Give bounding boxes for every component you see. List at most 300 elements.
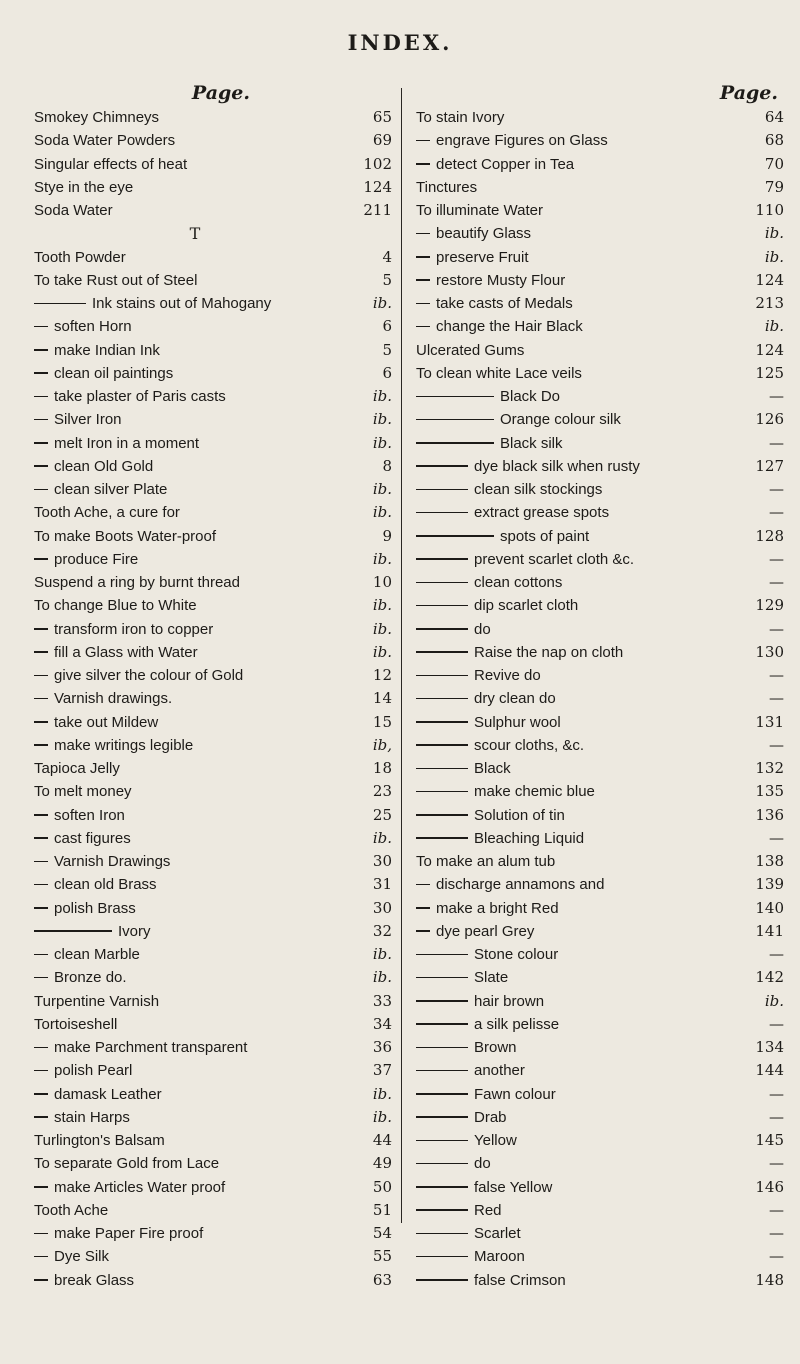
ditto-dash [34,558,48,560]
ditto-dash [416,140,430,142]
entry-label: transform iron to copper [54,620,214,638]
index-entry [416,176,784,199]
index-entry [34,199,394,222]
entry-page-number: ib. [372,503,392,522]
entry-label: Red [474,1201,502,1219]
column-divider [401,88,402,1223]
ditto-dash [416,1233,468,1235]
index-entry [416,990,784,1013]
ditto-dash [34,884,48,886]
index-entry [34,873,394,896]
entry-label: polish Pearl [54,1062,133,1080]
ditto-dash [34,396,48,398]
entry-label: Silver Iron [54,411,122,429]
entry-label: Singular effects of heat [34,155,188,173]
entry-page-number: 146 [755,1177,784,1196]
index-entry [34,455,394,478]
entry-label: a silk pelisse [474,1015,560,1033]
entry-label: scour cloths, &c. [474,736,585,754]
entry-page-number: 124 [363,177,392,196]
entry-label: Bronze do. [54,969,127,987]
entry-page-number: 134 [755,1038,784,1056]
entry-label: dry clean do [474,690,556,708]
entry-label: Raise the nap on cloth [474,643,624,661]
ditto-dash [34,349,48,351]
index-entry [416,804,784,827]
ditto-dash [34,465,48,467]
entry-label: Scarlet [474,1225,521,1242]
index-entry [34,827,394,850]
entry-page-number: 132 [755,759,784,777]
entry-label: make Indian Ink [54,341,160,359]
ditto-dash [416,651,468,653]
index-entry [416,711,784,734]
ditto-dash [416,930,430,932]
entry-label: Tinctures [416,178,478,196]
index-entry [34,1269,394,1292]
entry-label: Smokey Chimneys [34,109,160,126]
entry-label: do [474,1155,491,1173]
entry-page-number: — [769,573,784,591]
entry-page-number: ib. [372,387,392,405]
entry-label: To illuminate Water [416,202,543,219]
entry-page-number: 148 [755,1270,784,1289]
entry-page-number: 110 [755,201,784,219]
ditto-dash [416,279,430,281]
index-entry [34,339,394,362]
ditto-dash [34,1093,48,1095]
entry-label: hair brown [474,992,545,1010]
index-entry [416,943,784,966]
entry-page-number: ib. [764,317,784,336]
ditto-dash [416,326,430,328]
index-entry [416,246,784,269]
entry-label: do [474,620,491,638]
index-entry [416,455,784,478]
index-entry [34,1106,394,1129]
entry-label: Brown [474,1039,517,1056]
entry-label: To separate Gold from Lace [34,1155,220,1173]
entry-page-number: ib. [372,549,392,568]
entry-page-number: — [769,1084,784,1103]
entry-label: spots of paint [500,527,590,545]
index-entry [416,1222,784,1245]
index-entry [34,990,394,1013]
index-entry [34,362,394,385]
index-entry [416,1106,784,1129]
entry-page-number: 4 [382,247,392,266]
entry-page-number: 130 [755,642,784,661]
entry-label: Ink stains out of Mahogany [92,295,272,312]
index-list-left [34,106,394,1292]
index-entry [416,780,784,803]
index-entry [34,571,394,594]
index-entry [416,827,784,850]
entry-label: Soda Water [34,202,113,219]
entry-page-number: ib. [764,247,784,266]
ditto-dash [34,1047,48,1049]
index-entry [34,548,394,571]
entry-page-number: 128 [755,526,784,545]
entry-label: To make an alum tub [416,853,556,870]
ditto-dash [34,419,48,421]
ditto-dash [416,744,468,746]
entry-label: Tooth Ache [34,1201,109,1219]
index-entry [34,176,394,199]
index-entry [416,339,784,362]
ditto-dash [416,163,430,165]
entry-label: To take Rust out of Steel [34,271,198,289]
index-entry [34,1245,394,1268]
entry-page-number: ib. [764,991,784,1010]
index-entry [416,641,784,664]
entry-label: clean old Brass [54,876,157,894]
ditto-dash [416,1163,468,1165]
index-entry [416,664,784,687]
entry-page-number: ib. [372,642,392,661]
entry-label: Dye Silk [54,1248,110,1266]
entry-page-number: — [769,1200,784,1219]
entry-label: Fawn colour [474,1085,556,1103]
entry-page-number: ib. [372,619,392,638]
index-entry [416,618,784,641]
index-entry [416,408,784,431]
entry-page-number: 30 [372,898,392,917]
index-entry [416,222,784,245]
ditto-dash [34,861,48,863]
entry-label: produce Fire [54,550,139,568]
entry-label: Yellow [474,1132,517,1149]
entry-page-number: 145 [755,1131,784,1149]
ditto-dash [416,1116,468,1118]
entry-page-number: ib. [372,410,392,429]
entry-page-number: 139 [755,875,784,894]
page-column-heading: Page. [191,82,250,104]
ditto-dash [416,303,430,305]
index-entry [34,850,394,873]
index-list-right [416,106,784,1292]
entry-page-number: 69 [372,131,392,150]
entry-label: soften Iron [54,806,125,824]
entry-label: false Yellow [474,1178,553,1196]
ditto-dash [34,442,48,444]
entry-page-number: 63 [372,1270,392,1289]
index-entry [416,1036,784,1059]
index-entry [34,478,394,501]
ditto-dash [34,675,48,677]
entry-label: Turpentine Varnish [34,992,160,1010]
index-entry [34,1013,394,1036]
index-entry [416,594,784,617]
entry-page-number: 31 [372,875,392,894]
entry-label: Slate [474,969,509,987]
entry-page-number: 6 [382,363,392,382]
ditto-dash [416,675,468,677]
index-entry [34,734,394,757]
index-entry [34,804,394,827]
entry-page-number: — [769,503,784,522]
index-entry [416,292,784,315]
entry-page-number: ib. [372,596,392,615]
ditto-dash [34,1256,48,1258]
entry-page-number: 32 [372,921,392,940]
entry-label: Bleaching Liquid [474,829,585,847]
ditto-dash [416,256,430,258]
entry-label: discharge annamons and [436,876,605,894]
ditto-dash [34,930,112,932]
entry-page-number: — [769,828,784,847]
entry-page-number: 127 [755,456,784,475]
ditto-dash [34,372,48,374]
index-entry [34,664,394,687]
index-entry [34,385,394,408]
entry-page-number: — [769,689,784,708]
entry-page-number: 138 [755,852,784,870]
entry-label: Varnish Drawings [54,853,171,870]
entry-page-number: 136 [755,805,784,824]
entry-label: make Paper Fire proof [54,1225,204,1242]
index-entry [34,292,394,315]
ditto-dash [416,1047,468,1049]
ditto-dash [34,628,48,630]
entry-page-number: 51 [372,1200,392,1219]
index-entry [416,1129,784,1152]
index-entry [416,1199,784,1222]
entry-page-number: — [769,1014,784,1033]
entry-page-number: — [769,549,784,568]
ditto-dash [416,396,494,398]
entry-page-number: 64 [764,108,784,126]
index-entry [416,1245,784,1268]
index-entry [416,850,784,873]
entry-page-number: — [769,1107,784,1126]
entry-page-number: — [769,735,784,754]
entry-label: false Crimson [474,1271,566,1289]
index-entry [34,246,394,269]
entry-page-number: 5 [382,340,392,359]
ditto-dash [34,721,48,723]
entry-page-number: 12 [372,666,392,684]
ditto-dash [416,721,468,723]
index-entry [416,1059,784,1082]
ditto-dash [34,326,48,328]
entry-label: Tapioca Jelly [34,760,120,777]
index-entry [416,432,784,455]
entry-label: preserve Fruit [436,248,529,266]
entry-page-number: 14 [372,689,392,708]
entry-label: dip scarlet cloth [474,597,579,615]
ditto-dash [416,791,468,793]
index-entry [34,153,394,176]
index-entry [34,711,394,734]
index-entry [416,269,784,292]
entry-label: Revive do [474,667,541,684]
entry-page-number: 141 [755,921,784,940]
index-entry [34,269,394,292]
entry-label: another [474,1062,525,1080]
entry-page-number: — [769,945,784,963]
entry-page-number: 18 [372,759,392,777]
entry-label: clean silver Plate [54,481,168,498]
index-entry [34,525,394,548]
entry-label: Stye in the eye [34,178,134,196]
index-entry [416,1176,784,1199]
index-entry [416,106,784,129]
entry-label: engrave Figures on Glass [436,132,608,150]
entry-label: Black Do [500,388,561,405]
entry-page-number: — [769,433,784,452]
index-entry [416,897,784,920]
ditto-dash [416,465,468,467]
entry-page-number: — [769,387,784,405]
ditto-dash [416,535,494,537]
entry-label: detect Copper in Tea [436,155,575,173]
index-entry [34,106,394,129]
entry-label: Stone colour [474,946,559,963]
entry-label: cast figures [54,829,131,847]
entry-page-number: 142 [755,968,784,987]
index-entry [416,129,784,152]
index-entry [416,757,784,780]
entry-label: take plaster of Paris casts [54,388,226,405]
ditto-dash [416,1093,468,1095]
index-entry [34,897,394,920]
ditto-dash [416,954,468,956]
entry-label: Tooth Powder [34,248,126,266]
ditto-dash [416,628,468,630]
index-entry [34,1083,394,1106]
entry-label: make a bright Red [436,899,559,917]
index-entry [34,780,394,803]
entry-label: Varnish drawings. [54,690,173,708]
index-entry [34,501,394,524]
entry-page-number: 6 [382,317,392,336]
index-entry [34,618,394,641]
index-entry [416,199,784,222]
entry-label: To clean white Lace veils [416,364,582,382]
entry-page-number: ib. [372,828,392,847]
ditto-dash [416,442,494,444]
entry-page-number: 213 [755,294,784,312]
entry-page-number: ib. [372,1084,392,1103]
entry-label: dye black silk when rusty [474,457,640,475]
index-entry [34,1036,394,1059]
index-entry [416,687,784,710]
index-entry [34,594,394,617]
entry-label: Sulphur wool [474,713,561,731]
entry-label: clean Old Gold [54,457,154,475]
entry-label: Solution of tin [474,806,565,824]
ditto-dash [416,837,468,839]
index-entry [416,153,784,176]
entry-page-number: 55 [372,1247,392,1266]
entry-label: take out Mildew [54,713,159,731]
section-letter [34,222,394,245]
entry-page-number: 37 [372,1061,392,1080]
entry-page-number: 65 [372,108,392,126]
entry-page-number: 23 [372,782,392,801]
ditto-dash [416,558,468,560]
index-entry [34,920,394,943]
entry-label: clean oil paintings [54,364,174,382]
index-entry [34,408,394,431]
entry-page-number: 50 [372,1177,392,1196]
entry-label: polish Brass [54,899,136,917]
entry-label: fill a Glass with Water [54,643,198,661]
entry-page-number: ib. [372,945,392,963]
index-entry [416,966,784,989]
index-entry [34,1129,394,1152]
entry-page-number: 34 [372,1014,392,1033]
entry-page-number: 135 [755,782,784,801]
index-entry [34,757,394,780]
entry-page-number: 33 [372,991,392,1010]
ditto-dash [416,884,430,886]
index-entry [416,362,784,385]
entry-label: damask Leather [54,1085,162,1103]
ditto-dash [34,489,48,491]
entry-label: Tooth Ache, a cure for [34,504,180,522]
entry-page-number: 49 [372,1154,392,1173]
ditto-dash [34,1233,48,1235]
index-entry [416,501,784,524]
ditto-dash [416,605,468,607]
ditto-dash [416,1186,468,1188]
entry-page-number: 25 [372,805,392,824]
index-entry [34,943,394,966]
entry-label: Suspend a ring by burnt thread [34,574,240,591]
entry-label: beautify Glass [436,225,532,243]
entry-label: Orange colour silk [500,411,621,429]
entry-page-number: — [769,619,784,638]
entry-label: make chemic blue [474,783,595,801]
entry-page-number: — [769,666,784,684]
index-entry [34,1199,394,1222]
index-entry [416,315,784,338]
ditto-dash [416,582,468,584]
index-entry [34,1059,394,1082]
entry-label: Drab [474,1108,507,1126]
entry-page-number: — [769,1154,784,1173]
right-column [416,80,784,1292]
ditto-dash [34,977,48,979]
ditto-dash [34,1279,48,1281]
page-column-heading: Page. [719,82,778,104]
entry-page-number: ib, [372,735,392,754]
index-entry [416,525,784,548]
entry-label: Soda Water Powders [34,132,176,150]
entry-page-number: 211 [363,201,392,219]
ditto-dash [34,907,48,909]
entry-page-number: 5 [382,270,392,289]
index-entry [34,1152,394,1175]
index-entry [34,641,394,664]
index-entry [416,571,784,594]
index-entry [416,920,784,943]
entry-page-number: — [769,1247,784,1266]
entry-label: stain Harps [54,1108,130,1126]
entry-label: To melt money [34,783,132,801]
ditto-dash [416,907,430,909]
index-entry [34,129,394,152]
entry-label: clean silk stockings [474,481,603,498]
entry-page-number: ib. [372,1107,392,1126]
entry-label: Black [474,760,511,777]
entry-label: Ulcerated Gums [416,341,525,359]
entry-page-number: 44 [372,1131,392,1149]
entry-label: Ivory [118,922,151,940]
entry-label: extract grease spots [474,504,610,522]
